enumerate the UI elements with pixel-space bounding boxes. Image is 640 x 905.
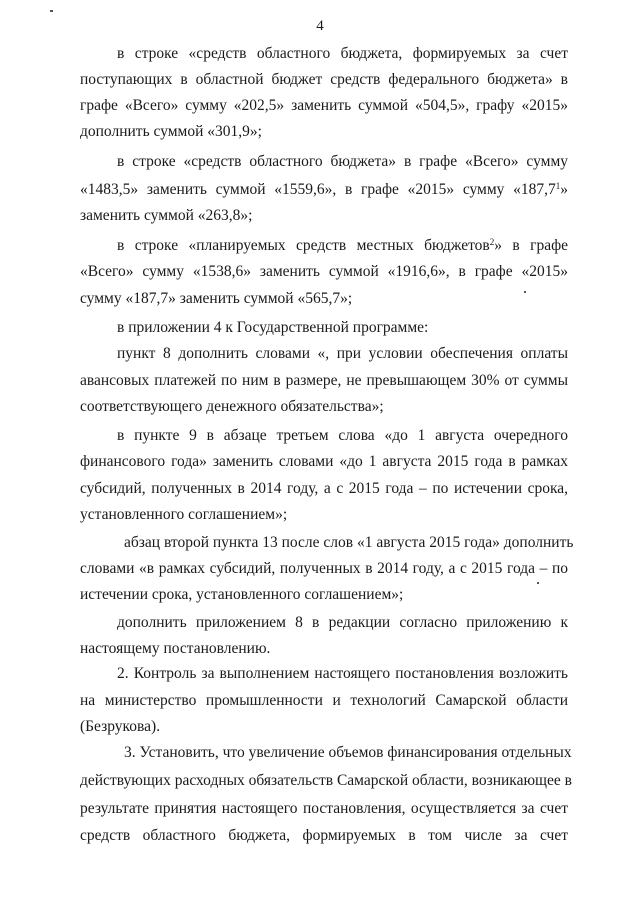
text-line: абзац второй пункта 13 после слов «1 августа 2015 года» дополнить bbox=[124, 534, 574, 551]
text-fragment: в строке «планируемых средств местных бюджетов bbox=[117, 237, 490, 254]
text-fragment: » bbox=[560, 181, 568, 198]
text-line: графе «Всего» сумму «202,5» заменить суммой «504,5», графу «2015» bbox=[80, 97, 568, 114]
text-line: настоящему постановлению. bbox=[80, 640, 271, 657]
text-line: словами «в рамках субсидий, полученных в 2014 году, а с 2015 года – по bbox=[80, 560, 568, 577]
text-line: установленного соглашением»; bbox=[80, 506, 288, 523]
text-line: дополнить приложением 8 в редакции согласно приложению к bbox=[117, 614, 568, 631]
text-line: средств областного бюджета, формируемых в том числе за счет bbox=[80, 827, 568, 844]
text-line: истечении срока, установленного соглашением»; bbox=[80, 586, 404, 603]
page-number: 4 bbox=[316, 18, 324, 34]
text-line: 3. Установить, что увеличение объемов финансирования отдельных bbox=[124, 744, 572, 761]
text-line: соответствующего денежного обязательства»; bbox=[80, 398, 384, 415]
text-line: в приложении 4 к Государственной программе: bbox=[117, 319, 429, 336]
scan-mark bbox=[50, 10, 53, 12]
text-line: субсидий, полученных в 2014 году, а с 2015 года – по истечении срока, bbox=[80, 480, 568, 497]
text-line: действующих расходных обязательств Самарской области, возникающее в bbox=[80, 772, 572, 789]
text-line: «Всего» сумму «1538,6» заменить суммой «1916,6», в графе «2015» bbox=[80, 263, 568, 280]
text-line: авансовых платежей по ним в размере, не превышающем 30% от суммы bbox=[80, 372, 568, 389]
text-line: сумму «187,7» заменить суммой «565,7»; bbox=[80, 290, 353, 307]
footnote-mark: 1 bbox=[555, 181, 561, 191]
text-line: пункт 8 дополнить словами «, при условии обеспечения оплаты bbox=[117, 345, 568, 362]
text-line bbox=[80, 180, 568, 200]
text-line: в строке «средств областного бюджета» в графе «Всего» сумму bbox=[117, 153, 568, 170]
footnote-mark: 2 bbox=[489, 237, 495, 247]
text-fragment: «1483,5» заменить суммой «1559,6», в графе «2015» сумму «187,7 bbox=[80, 181, 556, 198]
text-line: поступающих в областной бюджет средств федерального бюджета» в bbox=[80, 71, 568, 88]
text-line: в строке «средств областного бюджета, формируемых за счет bbox=[117, 45, 568, 62]
scan-mark bbox=[537, 582, 539, 584]
text-line: на министерство промышленности и технологий Самарской области bbox=[80, 692, 568, 709]
text-fragment: » в графе bbox=[494, 237, 568, 254]
text-line: 2. Контроль за выполнением настоящего постановления возложить bbox=[117, 665, 568, 682]
text-line: в пункте 9 в абзаце третьем слова «до 1 августа очередного bbox=[117, 427, 568, 444]
text-line: заменить суммой «263,8»; bbox=[80, 207, 253, 224]
text-line: дополнить суммой «301,9»; bbox=[80, 123, 262, 140]
text-line: (Безрукова). bbox=[80, 718, 161, 735]
text-line: финансового года» заменить словами «до 1 августа 2015 года в рамках bbox=[80, 453, 568, 470]
text-line: результате принятия настоящего постановления, осуществляется за счет bbox=[80, 800, 568, 817]
text-line bbox=[117, 236, 568, 256]
